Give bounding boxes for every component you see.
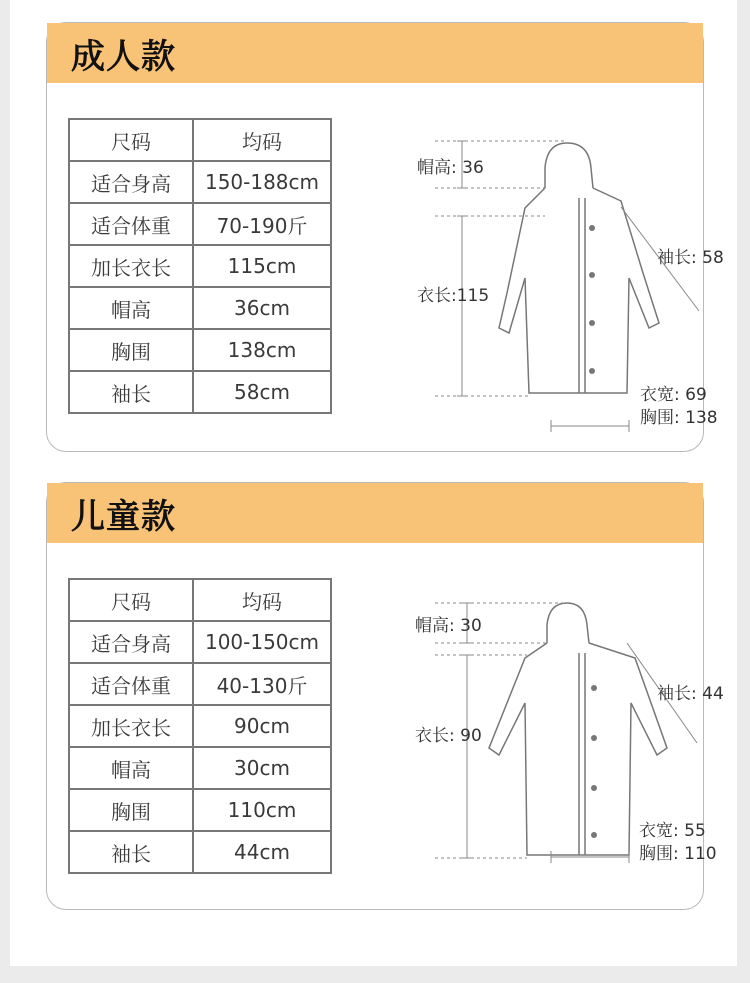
row-value: 138cm [193,329,331,371]
table-row [69,161,331,203]
row-label: 适合体重 [69,203,193,245]
row-label: 袖长 [69,831,193,873]
row-value: 100-150cm [193,621,331,663]
table-row [69,245,331,287]
adult-card-title: 成人款 [71,36,176,77]
table-header-row [69,579,331,621]
adult-raincoat-diagram [357,113,724,433]
table-row [69,203,331,245]
row-value: 115cm [193,245,331,287]
table-row [69,789,331,831]
adult-size-table [68,118,332,414]
hood-height-label: 帽高: 36 [417,158,484,178]
row-value: 70-190斤 [193,203,331,245]
row-label: 适合体重 [69,663,193,705]
chest-label: 胸围: 110 [639,844,717,864]
row-label: 加长衣长 [69,705,193,747]
table-row [69,747,331,789]
child-size-table [68,578,332,874]
header-cell-value: 均码 [193,119,331,161]
row-value: 30cm [193,747,331,789]
row-label: 胸围 [69,329,193,371]
row-value: 110cm [193,789,331,831]
table-row [69,705,331,747]
row-label: 袖长 [69,371,193,413]
table-row [69,287,331,329]
row-value: 36cm [193,287,331,329]
child-card-title: 儿童款 [71,496,176,537]
garment-width-label: 衣宽: 55 [639,821,706,841]
table-row [69,329,331,371]
child-size-card [46,482,724,910]
row-label: 胸围 [69,789,193,831]
table-row [69,831,331,873]
row-label: 适合身高 [69,621,193,663]
garment-width-label: 衣宽: 69 [640,385,707,405]
chest-label: 胸围: 138 [640,408,718,428]
row-value: 90cm [193,705,331,747]
row-label: 适合身高 [69,161,193,203]
table-header-row [69,119,331,161]
row-label: 帽高 [69,287,193,329]
row-value: 150-188cm [193,161,331,203]
table-row [69,621,331,663]
hood-height-label: 帽高: 30 [415,616,482,636]
row-value: 40-130斤 [193,663,331,705]
table-row [69,663,331,705]
garment-length-label: 衣长:115 [417,286,490,306]
row-value: 58cm [193,371,331,413]
header-cell-size: 尺码 [69,579,193,621]
row-label: 加长衣长 [69,245,193,287]
row-value: 44cm [193,831,331,873]
sleeve-length-label: 袖长: 44 [657,684,724,704]
child-raincoat-diagram [357,573,724,893]
sleeve-length-label: 袖长: 58 [657,248,724,268]
table-row [69,371,331,413]
adult-card-header [47,23,703,83]
row-label: 帽高 [69,747,193,789]
header-cell-value: 均码 [193,579,331,621]
garment-length-label: 衣长: 90 [415,726,482,746]
header-cell-size: 尺码 [69,119,193,161]
child-card-header [47,483,703,543]
adult-size-card [46,22,724,452]
